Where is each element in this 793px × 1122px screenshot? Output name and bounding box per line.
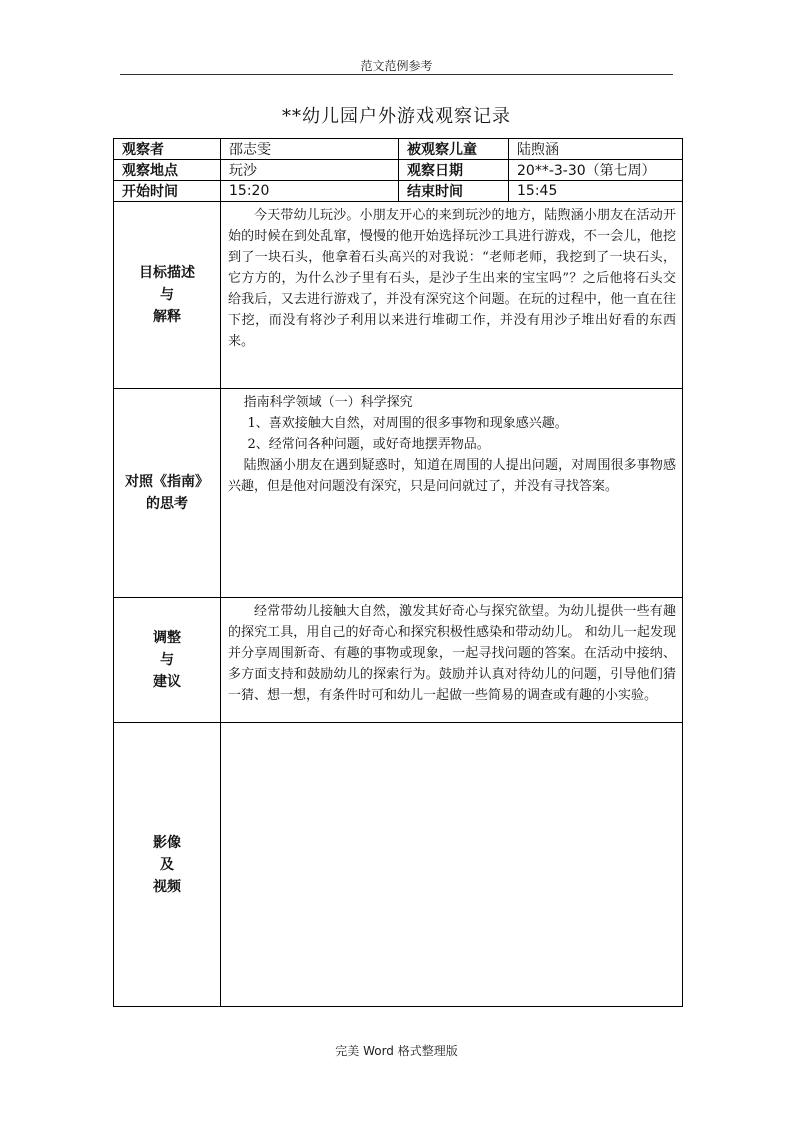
end-value: 15:45 [509,181,683,202]
adjust-label-line: 与 [160,652,174,668]
guide-heading: 指南科学领域（一）科学探究 [243,395,413,410]
description-label-line: 与 [160,287,174,303]
media-section-label [114,723,221,1007]
observation-table [113,138,683,1007]
guide-text: 陆煦涵小朋友在遇到疑惑时，知道在周围的人提出问题，对周围很多事物感兴趣，但是他对问题没有深究，只是问问就过了，并没有寻找答案。 [228,458,676,494]
media-label-line: 视频 [153,878,181,895]
adjust-text: 经常带幼儿接触大自然，激发其好奇心与探究欲望。为幼儿提供一些有趣的探究工具，用自己的好奇心和探究积极性感染和带动幼儿。 和幼儿一起发现并分享周围新奇、有趣的事物或现象，一起寻找问题的答案。在活动中接纳、多方面支持和鼓励幼儿的探索行为。鼓励并认真对待幼儿的问题，引导他们猜一猜、想一想，有条件时可和幼儿一起做一些简易的调查或有趣的小实验。 [228,604,676,703]
guide-label-line: 的思考 [146,496,188,512]
place-value: 玩沙 [221,160,399,181]
description-label-line: 解释 [153,309,181,325]
date-value: 20**-3-30（第七周） [509,160,683,181]
media-label-line: 及 [160,856,174,873]
end-label: 结束时间 [399,181,509,202]
table-row-media [114,723,683,1007]
table-row-time [114,181,683,202]
media-placeholder [221,723,683,1007]
table-row-adjust [114,598,683,723]
header-divider [120,74,673,75]
adjust-label-line: 建议 [153,674,181,690]
child-value: 陆煦涵 [509,139,683,160]
child-label: 被观察儿童 [399,139,509,160]
date-label: 观察日期 [399,160,509,181]
document-title: **幼儿园户外游戏观察记录 [282,106,511,127]
table-row-place [114,160,683,181]
start-value: 15:20 [221,181,399,202]
description-text: 今天带幼儿玩沙。小朋友开心的来到玩沙的地方，陆煦涵小朋友在活动开始的时候在到处乱窜，慢慢的他开始选择玩沙工具进行游戏，不一会儿，他挖到了一块石头，他拿着石头高兴的对我说：“老师老师，我挖到了一块石头，它方方的，为什么沙子里有石头，是沙子生出来的宝宝吗”？之后他将石头交给我后，又去进行游戏了，并没有深究这个问题。在玩的过程中，他一直在往下挖，而没有将沙子利用以来进行堆砌工作，并没有用沙子堆出好看的东西来。 [228,208,676,349]
place-label: 观察地点 [114,160,221,181]
media-label-line: 影像 [153,834,181,851]
observer-value: 邵志雯 [221,139,399,160]
start-label: 开始时间 [114,181,221,202]
guide-item-2: 2、经常问各种问题，或好奇地摆弄物品。 [247,437,490,452]
table-row-description [114,202,683,389]
page-footer: 完美 Word 格式整理版 [335,1044,458,1058]
description-content [221,202,683,389]
description-section-label [114,202,221,389]
guide-content [221,389,683,598]
adjust-content [221,598,683,723]
page-header: 范文范例参考 [360,59,433,73]
adjust-section-label [114,598,221,723]
table-row-guide [114,389,683,598]
guide-item-1: 1、喜欢接触大自然，对周围的很多事物和现象感兴趣。 [247,416,568,431]
observer-label: 观察者 [114,139,221,160]
table-row-observer [114,139,683,160]
guide-section-label [114,389,221,598]
adjust-label-line: 调整 [153,630,181,646]
description-label-line: 目标描述 [139,265,195,281]
guide-label-line: 对照《指南》 [125,474,209,490]
